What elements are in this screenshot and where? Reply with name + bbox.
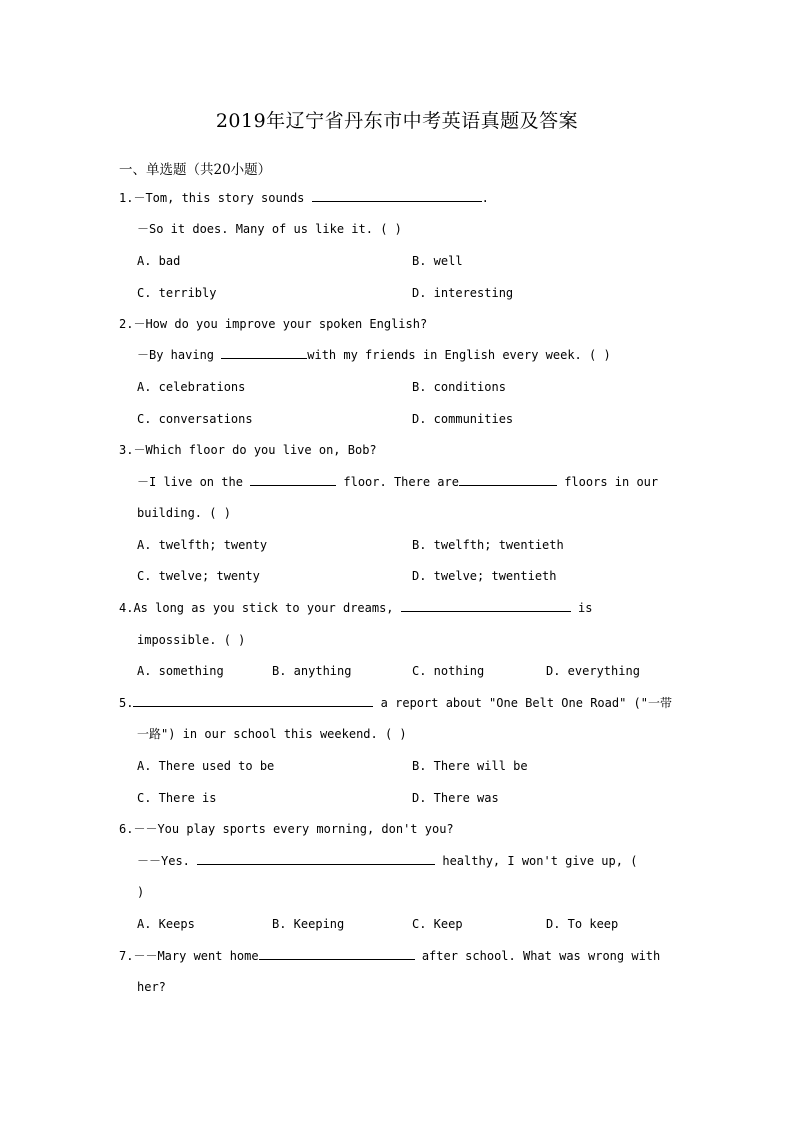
question-5-stem bbox=[119, 695, 672, 711]
answer-blank bbox=[197, 853, 435, 865]
question-3-continuation: building. ( ) bbox=[137, 506, 231, 520]
question-2-option-b: B. conditions bbox=[412, 380, 506, 394]
question-6-reply bbox=[137, 853, 637, 869]
question-6-option-a: A. Keeps bbox=[137, 917, 195, 931]
question-4-option-b: B. anything bbox=[272, 664, 352, 678]
question-5-option-c: C. There is bbox=[137, 791, 217, 805]
section-heading: 一、单选题（共20小题） bbox=[119, 162, 272, 178]
question-1-option-a: A. bad bbox=[137, 254, 181, 268]
question-3-option-a: A. twelfth; twenty bbox=[137, 538, 268, 552]
question-6-text-end: healthy, I won't give up, ( bbox=[435, 854, 638, 868]
answer-blank bbox=[312, 190, 482, 202]
question-5-option-b: B. There will be bbox=[412, 759, 528, 773]
question-3-text: －I live on the bbox=[137, 475, 251, 489]
question-2-text-end: with my friends in English every week. ( ) bbox=[307, 348, 611, 362]
question-5-option-d: D. There was bbox=[412, 791, 499, 805]
question-1-option-c: C. terribly bbox=[137, 286, 217, 300]
question-4-text: 4.As long as you stick to your dreams, bbox=[119, 601, 401, 615]
question-2-text: －By having bbox=[137, 348, 222, 362]
question-7-continuation: her? bbox=[137, 980, 166, 994]
question-6-stem: 6.－－You play sports every morning, don't you? bbox=[119, 822, 454, 836]
question-4-stem bbox=[119, 600, 592, 616]
question-5-option-a: A. There used to be bbox=[137, 759, 275, 773]
question-1-option-b: B. well bbox=[412, 254, 463, 268]
question-3-stem: 3.－Which floor do you live on, Bob? bbox=[119, 443, 377, 457]
question-3-option-b: B. twelfth; twentieth bbox=[412, 538, 564, 552]
question-3-reply bbox=[137, 474, 658, 490]
answer-blank bbox=[133, 695, 373, 707]
page-title: 2019年辽宁省丹东市中考英语真题及答案 bbox=[215, 110, 579, 132]
question-3-option-d: D. twelve; twentieth bbox=[412, 569, 557, 583]
question-6-option-b: B. Keeping bbox=[272, 917, 345, 931]
question-5-number: 5. bbox=[119, 696, 134, 710]
answer-blank bbox=[401, 600, 571, 612]
question-1-option-d: D. interesting bbox=[412, 286, 514, 300]
question-6-option-c: C. Keep bbox=[412, 917, 463, 931]
question-6-continuation: ) bbox=[137, 885, 145, 899]
question-5-continuation: 一路") in our school this weekend. ( ) bbox=[137, 727, 407, 741]
question-1-text-end: . bbox=[481, 191, 489, 205]
question-4-continuation: impossible. ( ) bbox=[137, 633, 246, 647]
question-7-text: 7.－－Mary went home bbox=[119, 949, 259, 963]
question-5-text: a report about "One Belt One Road" ("一带 bbox=[373, 696, 672, 710]
question-4-option-c: C. nothing bbox=[412, 664, 485, 678]
question-7-stem bbox=[119, 948, 660, 964]
question-3-text-end: floors in our bbox=[556, 475, 659, 489]
question-2-reply bbox=[137, 347, 611, 363]
question-1-stem bbox=[119, 190, 489, 206]
answer-blank bbox=[459, 474, 557, 486]
answer-blank bbox=[221, 347, 307, 359]
question-4-option-a: A. something bbox=[137, 664, 224, 678]
answer-blank bbox=[259, 948, 415, 960]
question-7-text-end: after school. What was wrong with bbox=[414, 949, 661, 963]
question-2-stem: 2.－How do you improve your spoken English? bbox=[119, 317, 428, 331]
question-1-reply: －So it does. Many of us like it. ( ) bbox=[137, 222, 402, 236]
question-2-option-c: C. conversations bbox=[137, 412, 253, 426]
question-2-option-a: A. celebrations bbox=[137, 380, 246, 394]
question-1-text: 1.－Tom, this story sounds bbox=[119, 191, 312, 205]
question-6-text: －－Yes. bbox=[137, 854, 198, 868]
question-4-text-end: is bbox=[570, 601, 593, 615]
question-3-option-c: C. twelve; twenty bbox=[137, 569, 260, 583]
answer-blank bbox=[250, 474, 336, 486]
question-3-text-mid: floor. There are bbox=[336, 475, 459, 489]
question-4-option-d: D. everything bbox=[546, 664, 640, 678]
question-2-option-d: D. communities bbox=[412, 412, 514, 426]
question-6-option-d: D. To keep bbox=[546, 917, 619, 931]
